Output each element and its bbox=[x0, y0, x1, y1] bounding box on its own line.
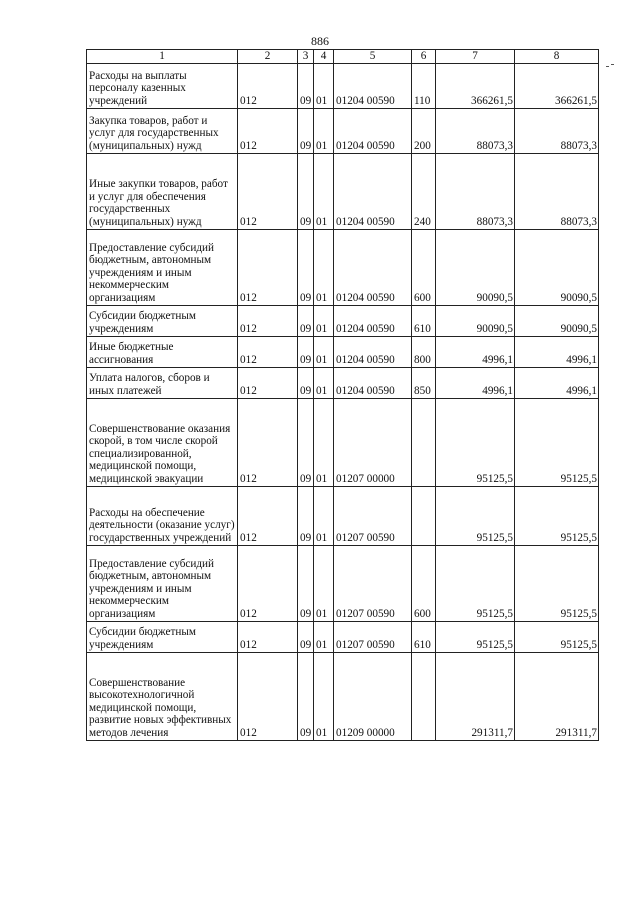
row-code-3: 09 bbox=[298, 337, 314, 368]
row-value-8: 95125,5 bbox=[515, 399, 599, 487]
row-name: Иные закупки товаров, работ и услуг для обеспечения государственных (муниципальных) нужд bbox=[87, 154, 238, 230]
table-row bbox=[87, 399, 599, 487]
row-code-2: 012 bbox=[238, 306, 298, 337]
row-code-2: 012 bbox=[238, 653, 298, 741]
row-code-5: 01207 00590 bbox=[334, 487, 412, 546]
row-name: Расходы на выплаты персоналу казенных учреждений bbox=[87, 64, 238, 109]
row-code-2: 012 bbox=[238, 368, 298, 399]
row-value-8: 95125,5 bbox=[515, 546, 599, 622]
row-code-6: 110 bbox=[412, 64, 436, 109]
row-name: Субсидии бюджетным учреждениям bbox=[87, 306, 238, 337]
row-value-8: 88073,3 bbox=[515, 109, 599, 154]
table-row bbox=[87, 653, 599, 741]
row-value-7: 291311,7 bbox=[436, 653, 515, 741]
row-code-2: 012 bbox=[238, 154, 298, 230]
row-code-6 bbox=[412, 399, 436, 487]
row-code-4: 01 bbox=[314, 230, 334, 306]
row-value-7: 88073,3 bbox=[436, 109, 515, 154]
row-code-4: 01 bbox=[314, 653, 334, 741]
row-code-5: 01204 00590 bbox=[334, 306, 412, 337]
table-row bbox=[87, 368, 599, 399]
table-row bbox=[87, 64, 599, 109]
row-code-4: 01 bbox=[314, 337, 334, 368]
row-code-5: 01204 00590 bbox=[334, 64, 412, 109]
row-value-8: 4996,1 bbox=[515, 368, 599, 399]
row-code-4: 01 bbox=[314, 154, 334, 230]
row-code-5: 01207 00590 bbox=[334, 546, 412, 622]
row-name: Совершенствование высокотехнологичной медицинской помощи, развитие новых эффективных методов лечения bbox=[87, 653, 238, 741]
row-code-4: 01 bbox=[314, 622, 334, 653]
row-value-8: 366261,5 bbox=[515, 64, 599, 109]
table-row bbox=[87, 109, 599, 154]
row-code-5: 01204 00590 bbox=[334, 337, 412, 368]
row-code-2: 012 bbox=[238, 546, 298, 622]
row-code-2: 012 bbox=[238, 64, 298, 109]
row-code-3: 09 bbox=[298, 368, 314, 399]
row-code-4: 01 bbox=[314, 64, 334, 109]
row-code-5: 01204 00590 bbox=[334, 368, 412, 399]
row-code-3: 09 bbox=[298, 230, 314, 306]
row-value-8: 4996,1 bbox=[515, 337, 599, 368]
row-name: Уплата налогов, сборов и иных платежей bbox=[87, 368, 238, 399]
column-header: 2 bbox=[238, 50, 298, 64]
row-value-7: 90090,5 bbox=[436, 230, 515, 306]
row-code-4: 01 bbox=[314, 487, 334, 546]
row-value-7: 95125,5 bbox=[436, 622, 515, 653]
table-row bbox=[87, 154, 599, 230]
row-value-8: 90090,5 bbox=[515, 230, 599, 306]
row-value-8: 88073,3 bbox=[515, 154, 599, 230]
row-value-7: 88073,3 bbox=[436, 154, 515, 230]
row-code-6: 600 bbox=[412, 546, 436, 622]
table-row bbox=[87, 546, 599, 622]
row-code-5: 01209 00000 bbox=[334, 653, 412, 741]
row-value-7: 95125,5 bbox=[436, 399, 515, 487]
row-code-6: 800 bbox=[412, 337, 436, 368]
row-value-8: 95125,5 bbox=[515, 487, 599, 546]
row-value-7: 90090,5 bbox=[436, 306, 515, 337]
row-value-8: 291311,7 bbox=[515, 653, 599, 741]
row-code-6 bbox=[412, 653, 436, 741]
row-code-6: 610 bbox=[412, 306, 436, 337]
row-code-2: 012 bbox=[238, 487, 298, 546]
row-code-3: 09 bbox=[298, 109, 314, 154]
row-value-7: 366261,5 bbox=[436, 64, 515, 109]
row-code-4: 01 bbox=[314, 306, 334, 337]
row-value-8: 95125,5 bbox=[515, 622, 599, 653]
row-name: Закупка товаров, работ и услуг для государственных (муниципальных) нужд bbox=[87, 109, 238, 154]
row-code-6: 850 bbox=[412, 368, 436, 399]
column-header: 8 bbox=[515, 50, 599, 64]
budget-table bbox=[86, 49, 599, 741]
column-header: 3 bbox=[298, 50, 314, 64]
row-code-4: 01 bbox=[314, 546, 334, 622]
table-row bbox=[87, 306, 599, 337]
row-code-3: 09 bbox=[298, 154, 314, 230]
row-code-6: 600 bbox=[412, 230, 436, 306]
row-code-3: 09 bbox=[298, 622, 314, 653]
row-code-3: 09 bbox=[298, 653, 314, 741]
row-code-6: 610 bbox=[412, 622, 436, 653]
row-code-5: 01207 00590 bbox=[334, 622, 412, 653]
row-code-2: 012 bbox=[238, 399, 298, 487]
row-code-6: 200 bbox=[412, 109, 436, 154]
row-code-5: 01204 00590 bbox=[334, 230, 412, 306]
column-header: 7 bbox=[436, 50, 515, 64]
table-row bbox=[87, 622, 599, 653]
row-code-2: 012 bbox=[238, 337, 298, 368]
scan-mark bbox=[606, 66, 609, 67]
table-row bbox=[87, 337, 599, 368]
row-value-7: 4996,1 bbox=[436, 368, 515, 399]
row-code-5: 01204 00590 bbox=[334, 154, 412, 230]
row-code-5: 01204 00590 bbox=[334, 109, 412, 154]
row-value-7: 95125,5 bbox=[436, 546, 515, 622]
row-name: Субсидии бюджетным учреждениям bbox=[87, 622, 238, 653]
table-row bbox=[87, 230, 599, 306]
row-value-8: 90090,5 bbox=[515, 306, 599, 337]
column-header: 1 bbox=[87, 50, 238, 64]
row-value-7: 4996,1 bbox=[436, 337, 515, 368]
row-name: Иные бюджетные ассигнования bbox=[87, 337, 238, 368]
row-name: Расходы на обеспечение деятельности (оказание услуг) государственных учреждений bbox=[87, 487, 238, 546]
column-header: 6 bbox=[412, 50, 436, 64]
row-code-2: 012 bbox=[238, 622, 298, 653]
row-code-3: 09 bbox=[298, 399, 314, 487]
row-name: Совершенствование оказания скорой, в том числе скорой специализированной, медицинской помощи, медицинской эвакуации bbox=[87, 399, 238, 487]
row-code-3: 09 bbox=[298, 487, 314, 546]
header-row bbox=[87, 50, 599, 64]
scan-mark bbox=[611, 64, 614, 65]
row-name: Предоставление субсидий бюджетным, автономным учреждениям и иным некоммерческим организациям bbox=[87, 230, 238, 306]
row-code-2: 012 bbox=[238, 230, 298, 306]
row-code-6 bbox=[412, 487, 436, 546]
row-code-4: 01 bbox=[314, 368, 334, 399]
row-value-7: 95125,5 bbox=[436, 487, 515, 546]
column-header: 5 bbox=[334, 50, 412, 64]
table-row bbox=[87, 487, 599, 546]
row-code-6: 240 bbox=[412, 154, 436, 230]
row-name: Предоставление субсидий бюджетным, автономным учреждениям и иным некоммерческим организациям bbox=[87, 546, 238, 622]
row-code-3: 09 bbox=[298, 64, 314, 109]
row-code-4: 01 bbox=[314, 109, 334, 154]
page-number: 886 bbox=[311, 34, 329, 48]
column-header: 4 bbox=[314, 50, 334, 64]
row-code-5: 01207 00000 bbox=[334, 399, 412, 487]
row-code-3: 09 bbox=[298, 306, 314, 337]
row-code-3: 09 bbox=[298, 546, 314, 622]
row-code-2: 012 bbox=[238, 109, 298, 154]
row-code-4: 01 bbox=[314, 399, 334, 487]
